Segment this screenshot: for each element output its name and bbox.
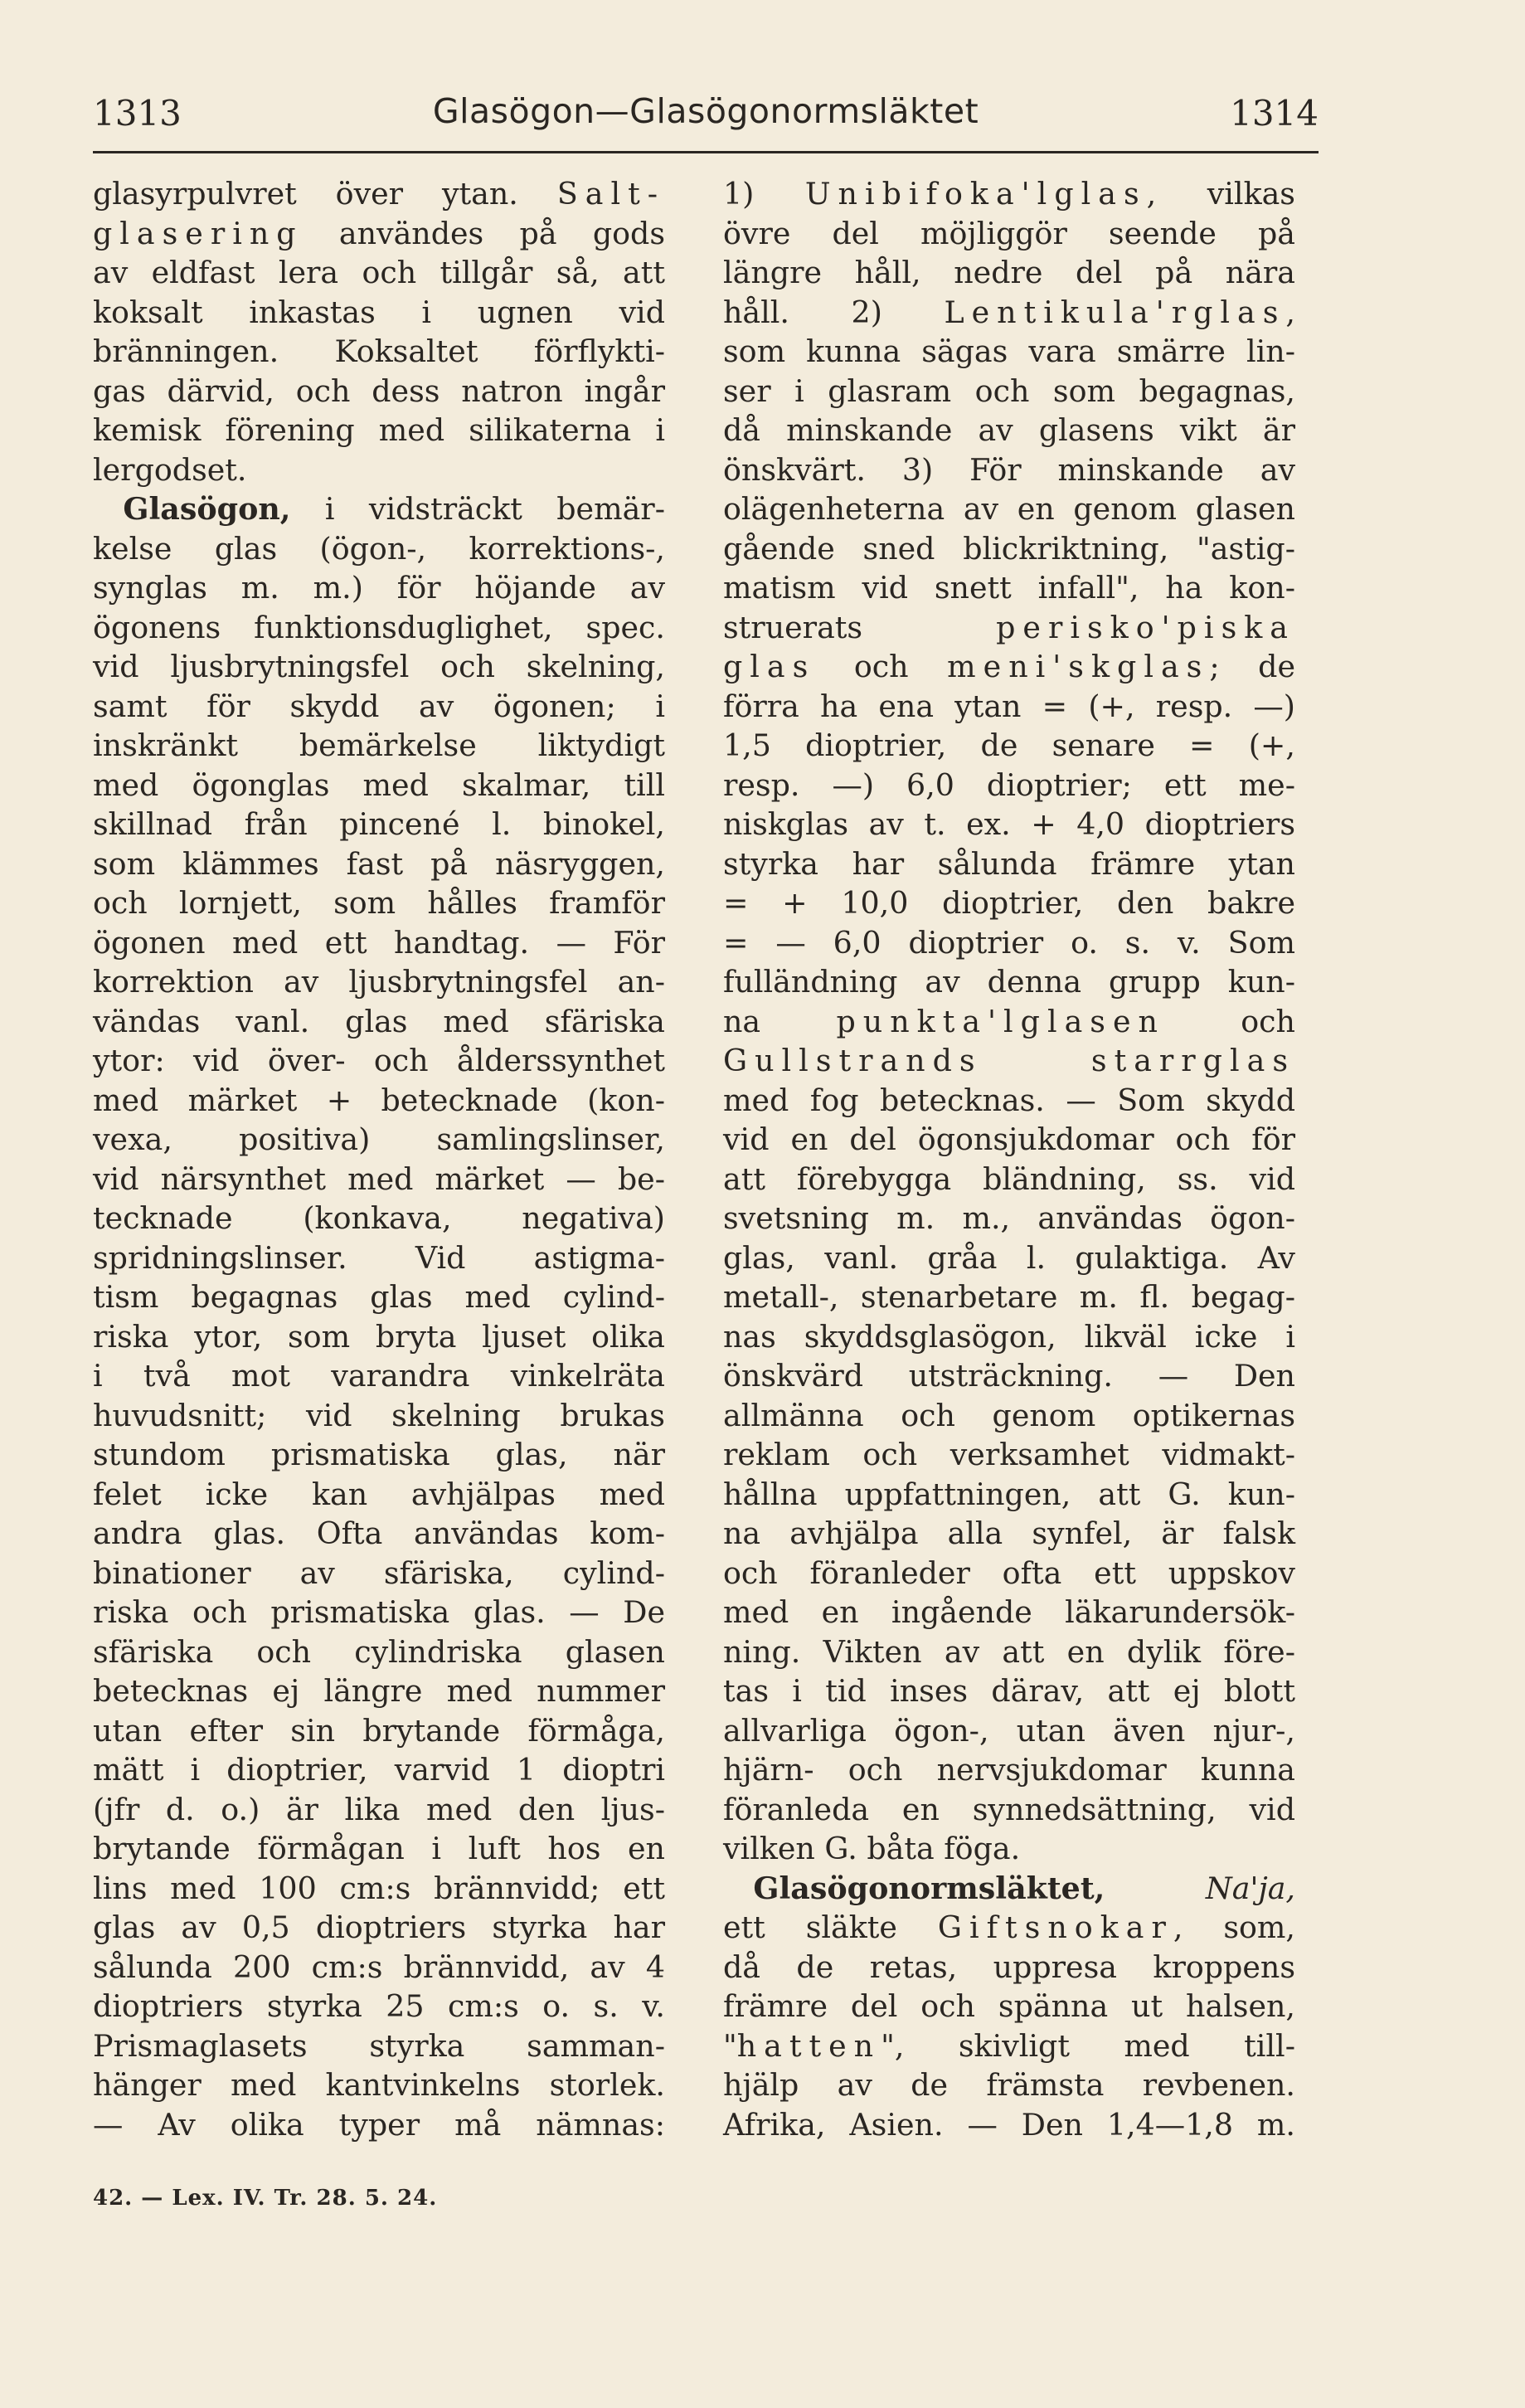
text-line: dioptriers styrka 25 cm:s o. s. v. [93, 1988, 665, 2024]
text-line: synglas m. m.) för höjande av [93, 570, 665, 606]
text-line: korrektion av ljusbrytningsfel an- [93, 964, 665, 1000]
text-line: na avhjälpa alla synfel, är falsk [723, 1515, 1295, 1551]
text-line: önskvärt. 3) För minskande av [723, 451, 1295, 488]
text-line: hjälp av de främsta revbenen. [723, 2067, 1295, 2103]
text-line: Prismaglasets styrka samman- [93, 2027, 665, 2064]
text-line: reklam och verksamhet vidmakt- [723, 1437, 1295, 1472]
text-line: föranleda en synnedsättning, vid [723, 1791, 1295, 1827]
text-line: som kunna sägas vara smärre lin- [723, 333, 1295, 369]
text-line: i två mot varandra vinkelräta [93, 1358, 665, 1394]
text-line: glas, vanl. gråa l. gulaktiga. Av [723, 1239, 1295, 1276]
text-line: önskvärd utsträckning. — Den [723, 1358, 1295, 1394]
text-line: struerats perisko'piska [723, 609, 1295, 645]
text-line: betecknas ej längre med nummer [93, 1673, 665, 1709]
left-column [93, 174, 665, 2144]
text-line: andra glas. Ofta användas kom- [93, 1515, 665, 1551]
text-line: håll. 2) Lentikula'rglas, [723, 294, 1295, 330]
text-line: då minskande av glasens vikt är [723, 412, 1295, 448]
text-line: ögonen med ett handtag. — För [93, 924, 665, 961]
entry-line [723, 1869, 1295, 1909]
text-line: koksalt inkastas i ugnen vid [93, 294, 665, 330]
spaced-term: meni'skglas [947, 649, 1210, 684]
text-line: övre del möjliggör seende på [723, 215, 1295, 251]
text-line: bränningen. Koksaltet förflykti- [93, 333, 665, 369]
text-line: binationer av sfäriska, cylind- [93, 1554, 665, 1591]
text-line: ett släkte Giftsnokar, som, [723, 1909, 1296, 1945]
text-line: ytor: vid över- och ålderssynthet [93, 1043, 665, 1078]
text-line: "hatten", skivligt med till- [723, 2027, 1295, 2064]
text-line: ögonens funktionsduglighet, spec. [93, 609, 665, 645]
spaced-term: glas [723, 649, 816, 684]
text-line: svetsning m. m., användas ögon- [723, 1200, 1295, 1236]
text-line: metall-, stenarbetare m. fl. begag- [723, 1279, 1295, 1315]
entry-headword: Glasögon, [123, 491, 291, 527]
spaced-term: Unibifoka'lglas [804, 176, 1147, 212]
text-line: — Av olika typer må nämnas: [93, 2106, 665, 2143]
text-line: med ögonglas med skalmar, till [93, 766, 665, 803]
spaced-term: glasering [93, 215, 304, 251]
text-line: glas av 0,5 dioptriers styrka har [93, 1909, 665, 1945]
text-line: glasyrpulvret över ytan. Salt- [93, 176, 665, 212]
text-line: med märket + betecknade (kon- [93, 1082, 665, 1118]
text-line: na punkta'lglasen och [723, 1003, 1295, 1039]
text-line: vändas vanl. glas med sfäriska [93, 1003, 665, 1039]
text-line: glasering användes på gods [93, 215, 665, 251]
text-line: och lornjett, som hålles framför [93, 885, 665, 921]
text-line: vid ljusbrytningsfel och skelning, [93, 649, 665, 684]
text-line: olägenheterna av en genom glasen [723, 491, 1295, 527]
text-line: med en ingående läkarundersök- [723, 1594, 1295, 1630]
text-line: längre håll, nedre del på nära [723, 255, 1295, 290]
text-line: niskglas av t. ex. + 4,0 dioptriers [723, 806, 1295, 842]
text-line: glas och meni'skglas; de [723, 649, 1295, 684]
text-line: riska ytor, som bryta ljuset olika [93, 1318, 665, 1355]
page-header [93, 83, 1319, 149]
printer-signature: 42. — Lex. IV. Tr. 28. 5. 24. [93, 2186, 438, 2211]
text-line: 1,5 dioptrier, de senare = (+, [723, 727, 1295, 763]
text-line: samt för skydd av ögonen; i [93, 688, 665, 724]
entry-line: Glasögon, i vidsträckt bemär- [123, 491, 665, 527]
text-line: allmänna och genom optikernas [723, 1397, 1295, 1433]
text-line: gas därvid, och dess natron ingår [93, 372, 665, 409]
text-line: sfäriska och cylindriska glasen [93, 1633, 665, 1670]
text-line: sålunda 200 cm:s brännvidd, av 4 [93, 1948, 665, 1985]
text-line: lergodset. [93, 451, 247, 488]
spaced-term: Lentikula'rglas [944, 294, 1286, 330]
text-line: att förebygga bländning, ss. vid [723, 1160, 1295, 1197]
spaced-term: perisko'piska [996, 609, 1295, 645]
left-page-number: 1313 [93, 93, 182, 134]
right-page-number: 1314 [1230, 93, 1319, 134]
text-line: skillnad från pincené l. binokel, [93, 806, 665, 842]
text-line: tism begagnas glas med cylind- [93, 1279, 665, 1315]
text-line: vilken G. båta föga. [723, 1831, 1021, 1866]
text-line: tas i tid inses därav, att ej blott [723, 1673, 1295, 1709]
text-line: nas skyddsglasögon, likväl icke i [723, 1318, 1295, 1355]
text-line: och föranleder ofta ett uppskov [723, 1554, 1295, 1591]
text-line: matism vid snett infall", ha kon- [723, 570, 1295, 606]
spaced-term-line: Gullstrands starrglas [723, 1043, 1295, 1078]
text-line: vid en del ögonsjukdomar och för [723, 1121, 1295, 1157]
latin-name: Na'ja, [1205, 1870, 1295, 1906]
text-line: mätt i dioptrier, varvid 1 dioptri [93, 1752, 665, 1788]
text-line: (jfr d. o.) är lika med den ljus- [93, 1791, 665, 1827]
text-line: gående sned blickriktning, "astig- [723, 530, 1295, 567]
text-line: stundom prismatiska glas, när [93, 1437, 665, 1472]
text-line: hänger med kantvinkelns storlek. [93, 2067, 665, 2103]
text-line: kelse glas (ögon-, korrektions-, [93, 530, 665, 567]
text-line: spridningslinser. Vid astigma- [93, 1239, 665, 1276]
header-rule [93, 151, 1319, 153]
text-line: = + 10,0 dioptrier, den bakre [723, 885, 1295, 921]
text-line: förra ha ena ytan = (+, resp. —) [723, 688, 1295, 724]
text-line: av eldfast lera och tillgår så, att [93, 255, 665, 290]
text-line: hållna uppfattningen, att G. kun- [723, 1476, 1295, 1512]
text-line: brytande förmågan i luft hos en [93, 1831, 665, 1866]
text-line: vexa, positiva) samlingslinser, [93, 1121, 665, 1157]
spaced-term: hatten [736, 2027, 881, 2064]
text-line: utan efter sin brytande förmåga, [93, 1712, 665, 1749]
text-line: som klämmes fast på näsryggen, [93, 845, 665, 882]
spaced-term: Giftsnokar [937, 1909, 1173, 1945]
text-line: med fog betecknas. — Som skydd [723, 1082, 1295, 1118]
text-line: riska och prismatiska glas. — De [93, 1594, 665, 1630]
running-title: Glasögon—Glasögonormsläktet [432, 91, 979, 131]
text-line: huvudsnitt; vid skelning brukas [93, 1397, 665, 1433]
text-line: lins med 100 cm:s brännvidd; ett [93, 1870, 665, 1906]
text-line: ning. Vikten av att en dylik före- [723, 1633, 1295, 1670]
text-line: resp. —) 6,0 dioptrier; ett me- [723, 766, 1295, 803]
text-line: tecknade (konkava, negativa) [93, 1200, 665, 1236]
spaced-term: Salt- [556, 176, 665, 212]
text-line: 1) Unibifoka'lglas, vilkas [723, 176, 1295, 212]
right-column [723, 174, 1295, 2144]
text-line: allvarliga ögon-, utan även njur-, [723, 1712, 1295, 1749]
spaced-term: punkta'lglasen [836, 1003, 1165, 1039]
text-line: hjärn- och nervsjukdomar kunna [723, 1752, 1295, 1788]
text-line: fulländning av denna grupp kun- [723, 964, 1295, 1000]
text-line: då de retas, uppresa kroppens [723, 1948, 1295, 1985]
text-line: inskränkt bemärkelse liktydigt [93, 727, 665, 763]
text-line: felet icke kan avhjälpas med [93, 1476, 665, 1512]
text-line: styrka har sålunda främre ytan [723, 845, 1295, 882]
entry-headword: Glasögonormsläktet, [753, 1870, 1105, 1906]
text-line: främre del och spänna ut halsen, [723, 1988, 1295, 2024]
text-line: ser i glasram och som begagnas, [723, 372, 1295, 409]
text-line: Afrika, Asien. — Den 1,4—1,8 m. [723, 2106, 1295, 2143]
text-line: kemisk förening med silikaterna i [93, 412, 665, 448]
text-line: vid närsynthet med märket — be- [93, 1160, 665, 1197]
text-line: = — 6,0 dioptrier o. s. v. Som [723, 924, 1295, 961]
